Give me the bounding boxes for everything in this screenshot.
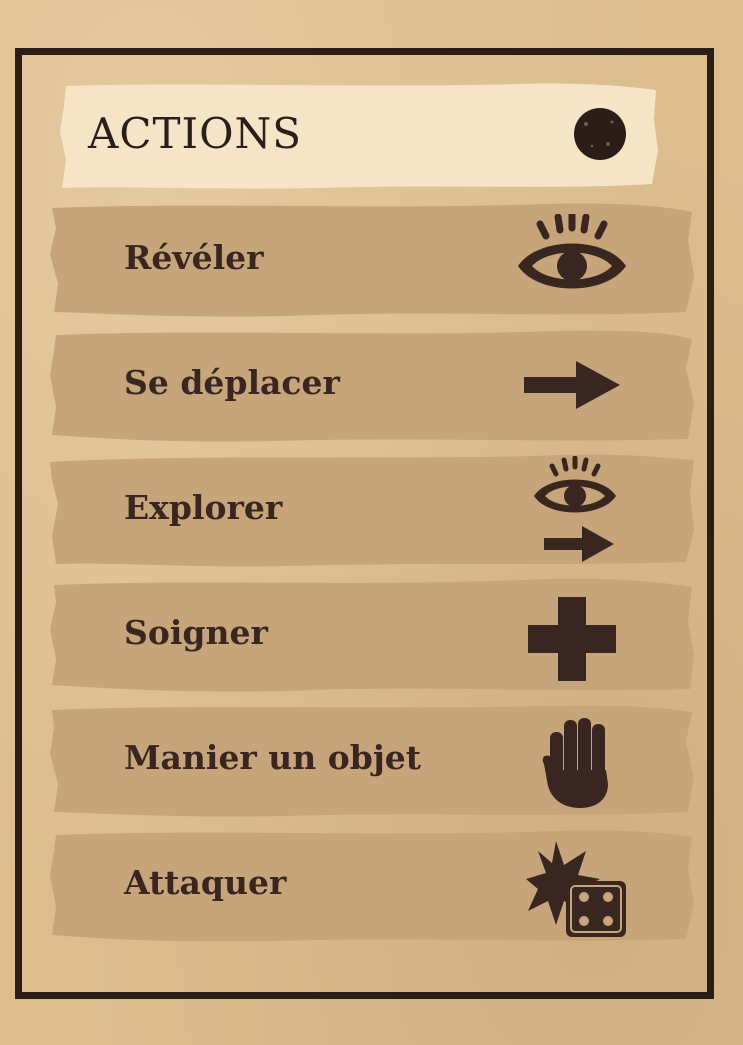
action-row-attaquer[interactable] xyxy=(46,825,696,945)
eye-arrow-icon xyxy=(530,456,620,566)
burst-die-icon xyxy=(524,839,630,939)
action-row-manier-un-objet[interactable] xyxy=(46,700,696,820)
arrow-right-icon xyxy=(522,359,622,411)
action-label: Manier un objet xyxy=(124,738,422,777)
plus-cross-icon xyxy=(526,595,618,683)
action-label: Révéler xyxy=(124,238,264,277)
actions-header xyxy=(58,80,658,192)
action-row-soigner[interactable] xyxy=(46,575,696,695)
black-token-icon xyxy=(572,106,628,162)
eye-icon xyxy=(514,214,630,300)
action-label: Se déplacer xyxy=(124,363,340,402)
action-label: Soigner xyxy=(124,613,268,652)
action-row-reveler[interactable] xyxy=(46,200,696,320)
action-row-se-deplacer[interactable] xyxy=(46,325,696,445)
action-row-explorer[interactable] xyxy=(46,450,696,570)
action-label: Explorer xyxy=(124,488,283,527)
action-label: Attaquer xyxy=(124,863,287,902)
page-title: ACTIONS xyxy=(88,109,303,158)
hand-icon xyxy=(540,714,616,810)
